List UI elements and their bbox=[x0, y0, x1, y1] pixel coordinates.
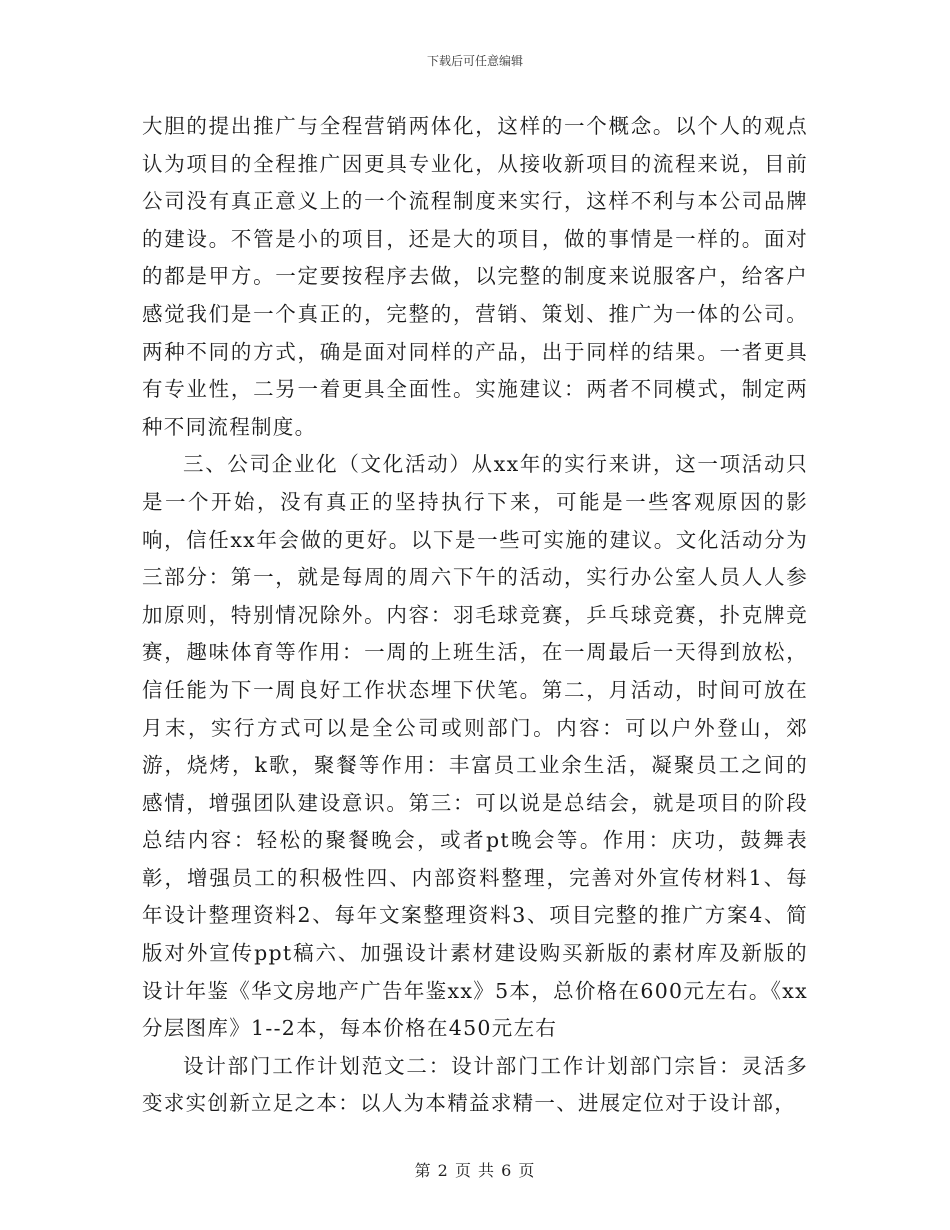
page-number: 第 2 页 共 6 页 bbox=[414, 1161, 536, 1180]
paragraph-2: 三、公司企业化（文化活动）从xx年的实行来讲，这一项活动只是一个开始，没有真正的坚持执行下来，可能是一些客观原因的影响，信任xx年会做的更好。以下是一些可实施的建议。文化活动分为三部分：第一，就是每周的周六下午的活动，实行办公室人员人人参加原则，特别情况除外。内容：羽毛球竞赛，乒乓球竞赛，扑克牌竞赛，趣味体育等作用：一周的上班生活，在一周最后一天得到放松，信任能为下一周良好工作状态埋下伏笔。第二，月活动，时间可放在月末，实行方式可以是全公司或则部门。内容：可以户外登山，郊游，烧烤，k歌，聚餐等作用：丰富员工业余生活，凝聚员工之间的感情，增强团队建设意识。第三：可以说是总结会，就是项目的阶段总结内容：轻松的聚餐晚会，或者pt晚会等。作用：庆功，鼓舞表彰，增强员工的积极性四、内部资料整理，完善对外宣传材料1、每年设计整理资料2、每年文案整理资料3、项目完整的推广方案4、简版对外宣传ppt稿六、加强设计素材建设购买新版的素材库及新版的设计年鉴《华文房地产广告年鉴xx》5本，总价格在600元左右。《xx分层图库》1--2本，每本价格在450元左右 bbox=[142, 452, 808, 1041]
document-body bbox=[142, 108, 808, 1123]
paragraph-1: 大胆的提出推广与全程营销两体化，这样的一个概念。以个人的观点认为项目的全程推广因更具专业化，从接收新项目的流程来说，目前公司没有真正意义上的一个流程制度来实行，这样不利与本公司品牌的建设。不管是小的项目，还是大的项目，做的事情是一样的。面对的都是甲方。一定要按程序去做，以完整的制度来说服客户，给客户感觉我们是一个真正的，完整的，营销、策划、推广为一体的公司。两种不同的方式，确是面对同样的产品，出于同样的结果。一者更具有专业性，二另一着更具全面性。实施建议：两者不同模式，制定两种不同流程制度。 bbox=[142, 114, 808, 439]
paragraph-3: 设计部门工作计划范文二：设计部门工作计划部门宗旨：灵活多变求实创新立足之本：以人为本精益求精一、进展定位对于设计部， bbox=[142, 1053, 808, 1116]
header-note: 下载后可任意编辑 bbox=[426, 54, 523, 68]
